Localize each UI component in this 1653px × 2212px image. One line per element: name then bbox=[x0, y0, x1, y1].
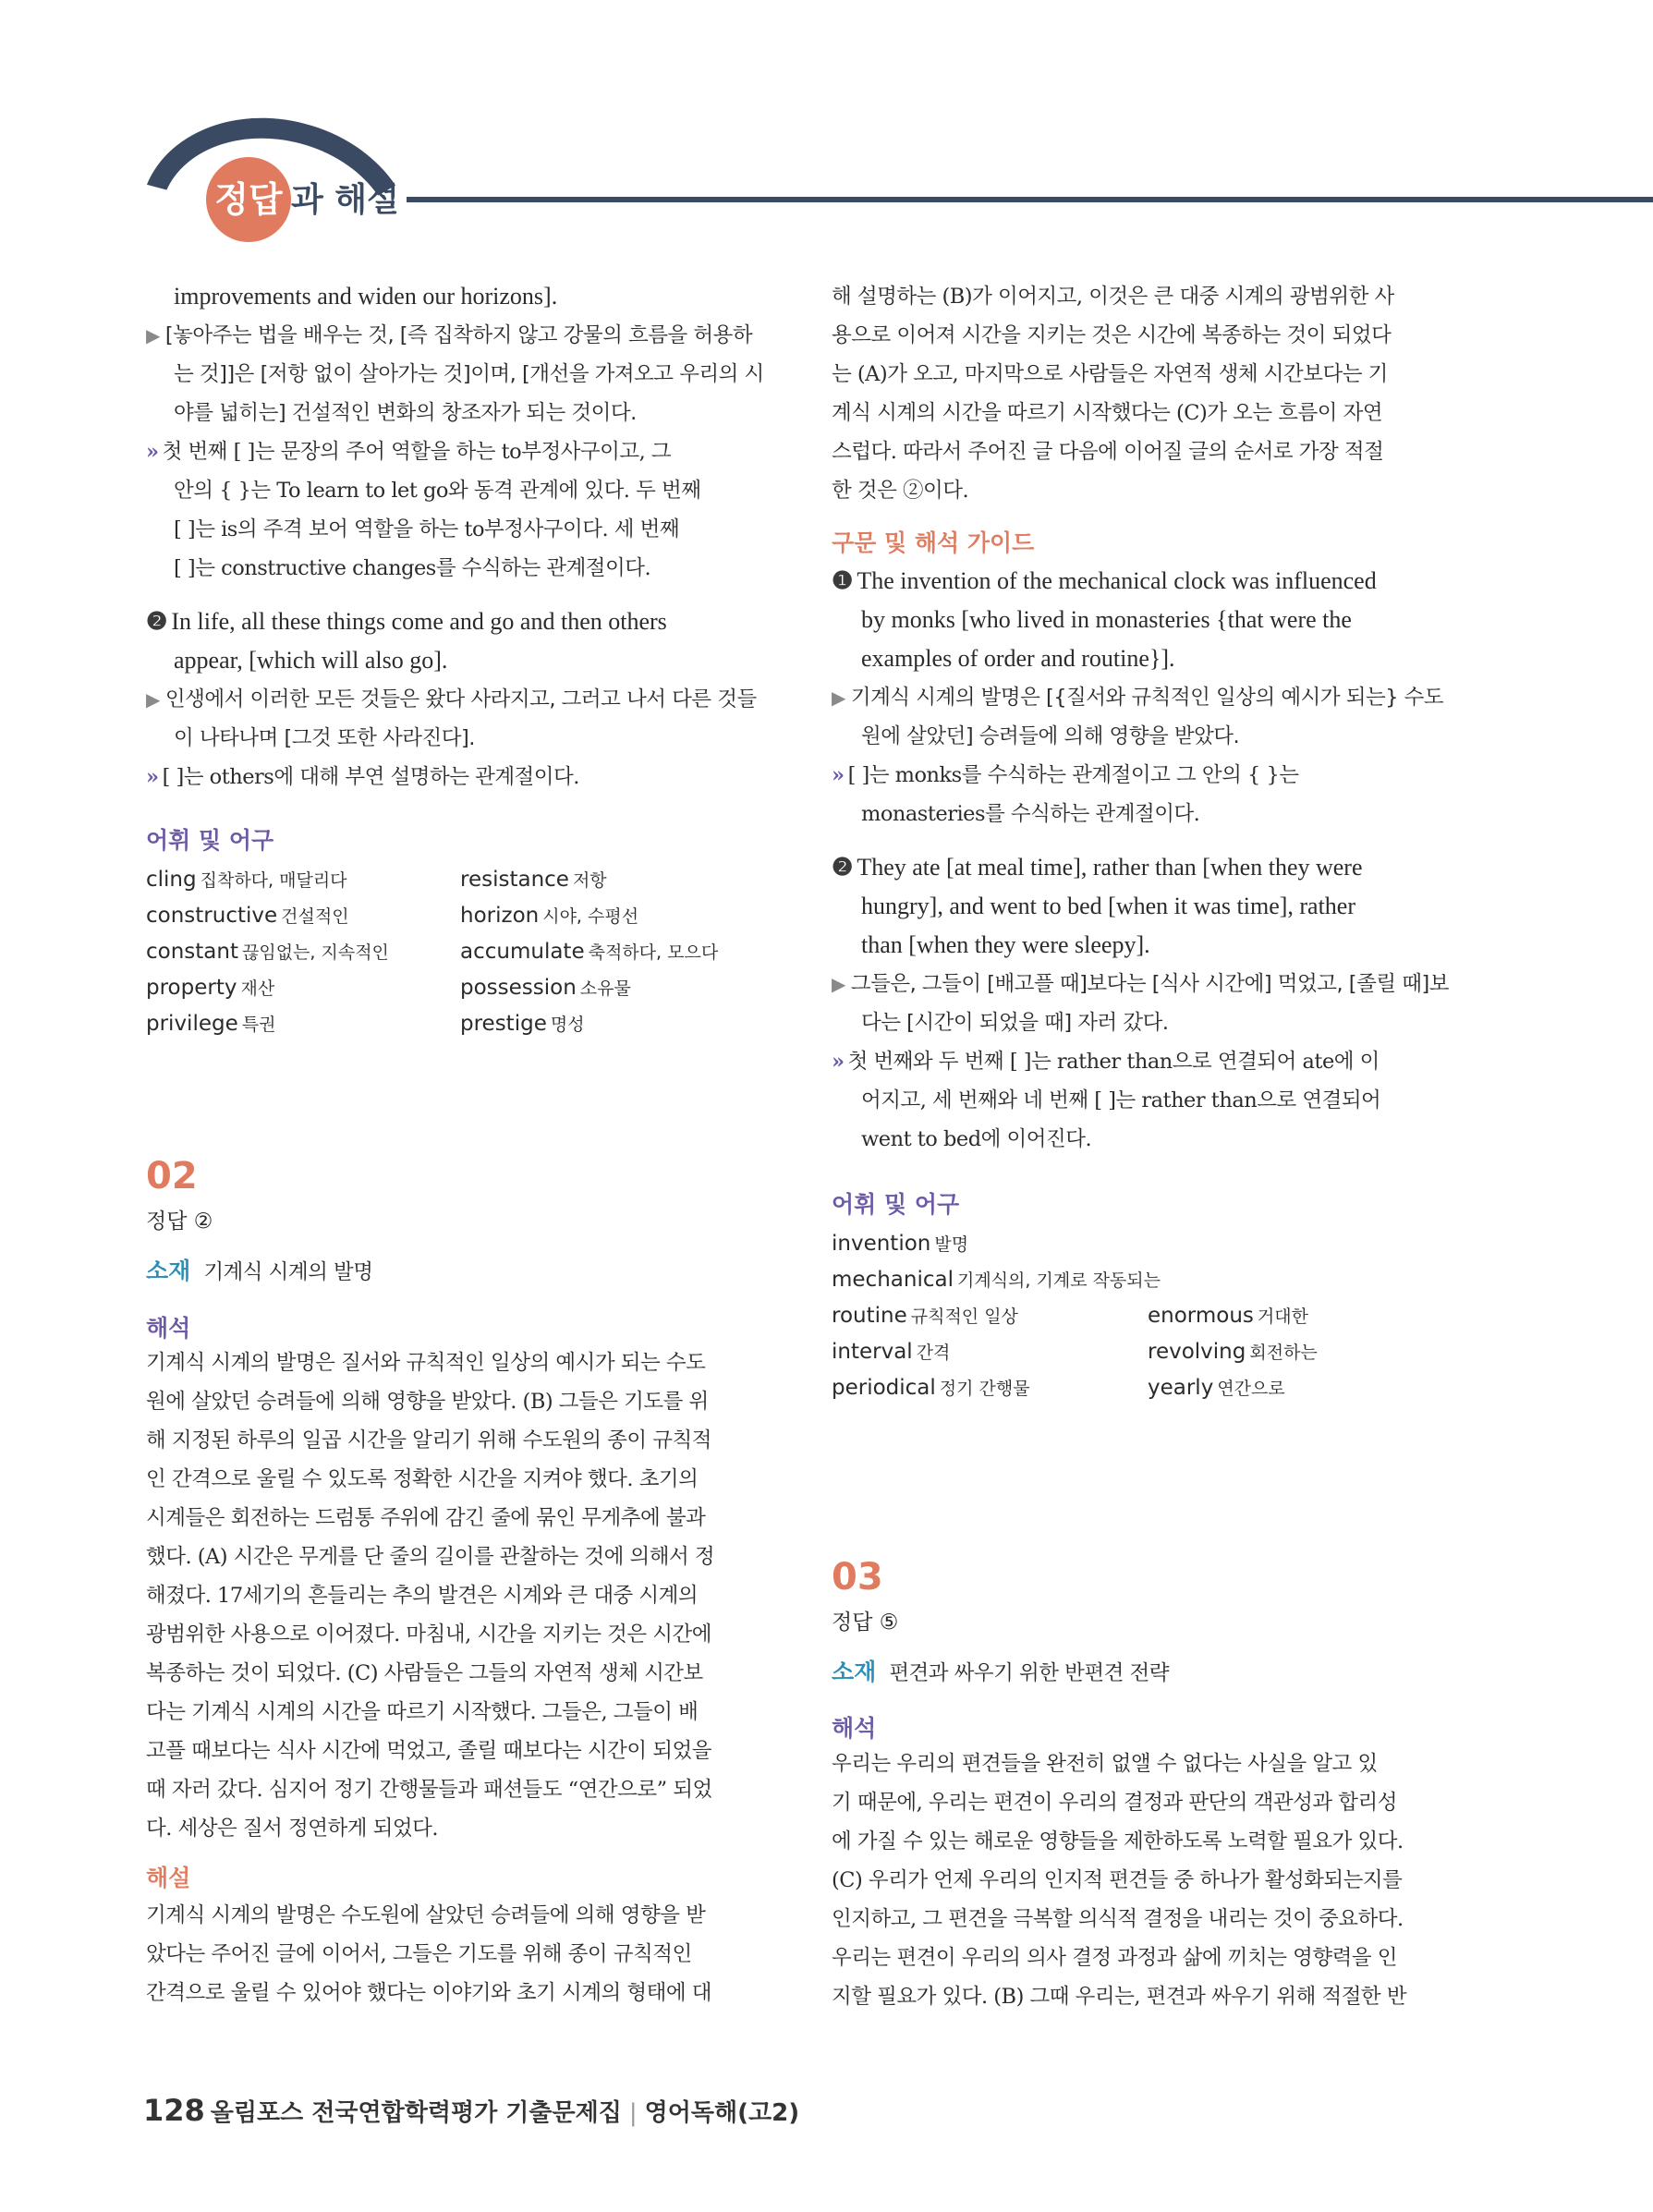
vocab-en: privilege bbox=[146, 1012, 238, 1036]
text-line: 원에 살았던 승려들에 의해 영향을 받았다. (B) 그들은 기도를 위 bbox=[146, 1390, 709, 1414]
text-line: 원에 살았던] 승려들에 의해 영향을 받았다. bbox=[861, 724, 1240, 748]
vocab-en: prestige bbox=[460, 1012, 547, 1036]
double-arrow-icon: » bbox=[832, 1050, 845, 1074]
vocab-en: constructive bbox=[146, 904, 278, 928]
text-line: 광범위한 사용으로 이어졌다. 마침내, 시간을 지키는 것은 시간에 bbox=[146, 1623, 711, 1647]
vocab-list-left bbox=[146, 867, 389, 1047]
vocab-item bbox=[146, 1011, 389, 1047]
vocab-en: interval bbox=[832, 1340, 913, 1364]
topic-line bbox=[832, 1654, 1169, 1687]
header-badge bbox=[206, 157, 291, 242]
text-line: 계식 시계의 시간을 따르기 시작했다는 (C)가 오는 흐름이 자연 bbox=[832, 401, 1383, 425]
text-line: 안의 { }는 To learn to let go와 동격 관계에 있다. 두 번째 bbox=[174, 479, 701, 503]
vocab-en: enormous bbox=[1148, 1304, 1254, 1328]
right-column bbox=[832, 277, 1469, 510]
text-line: hungry], and went to bed [when it was time], rather bbox=[861, 893, 1356, 919]
vocab-en: routine bbox=[832, 1304, 907, 1328]
text-line: went to bed에 이어진다. bbox=[861, 1127, 1092, 1151]
number-2-icon: ❷ bbox=[146, 608, 168, 635]
text-line: 했다. (A) 시간은 무게를 단 줄의 길이를 관찰하는 것에 의해서 정 bbox=[146, 1545, 715, 1569]
vocab-list-right-2 bbox=[1148, 1303, 1318, 1411]
text-line: [놓아주는 법을 배우는 것, [즉 집착하지 않고 강물의 흐름을 허용하 bbox=[164, 323, 753, 347]
vocab-kr: 회전하는 bbox=[1249, 1343, 1318, 1363]
number-1-icon: ❶ bbox=[832, 567, 854, 594]
vocab-en: constant bbox=[146, 940, 238, 964]
vocab-item bbox=[832, 1231, 1161, 1267]
translation-block bbox=[146, 1343, 784, 1848]
answer-text: 정답 ⑤ bbox=[832, 1610, 899, 1635]
text-line: [ ]는 constructive changes를 수식하는 관계절이다. bbox=[174, 556, 651, 580]
topic-text: 기계식 시계의 발명 bbox=[203, 1260, 373, 1284]
text-line: examples of order and routine}]. bbox=[861, 645, 1175, 672]
vocab-kr: 발명 bbox=[934, 1234, 969, 1255]
text-line: 우리는 우리의 편견들을 완전히 없앨 수 없다는 사실을 알고 있 bbox=[832, 1752, 1378, 1776]
text-line: 야를 넓히는] 건설적인 변화의 창조자가 되는 것이다. bbox=[174, 401, 637, 425]
vocab-en: periodical bbox=[832, 1376, 936, 1400]
left-column bbox=[146, 277, 784, 796]
text-line: 첫 번째 [ ]는 문장의 주어 역할을 하는 to부정사구이고, 그 bbox=[162, 440, 672, 464]
vocab-en: revolving bbox=[1148, 1340, 1246, 1364]
vocab-item bbox=[460, 903, 718, 939]
text-line: 간격으로 울릴 수 있어야 했다는 이야기와 초기 시계의 형태에 대 bbox=[146, 1981, 711, 2005]
text-line: 스럽다. 따라서 주어진 글 다음에 이어질 글의 순서로 가장 적절 bbox=[832, 440, 1384, 464]
topic-label: 소재 bbox=[832, 1659, 877, 1685]
header-badge-text: 정답 bbox=[214, 179, 283, 220]
text-line: 해졌다. 17세기의 흔들리는 추의 발견은 시계와 큰 대중 시계의 bbox=[146, 1584, 699, 1608]
text-line: 다는 [시간이 되었을 때] 자러 갔다. bbox=[861, 1011, 1169, 1035]
book-title: 올림포스 전국연합학력평가 기출문제집 bbox=[210, 2099, 622, 2127]
text-line: 기계식 시계의 발명은 [{질서와 규칙적인 일상의 예시가 되는} 수도 bbox=[850, 686, 1444, 710]
vocab-item bbox=[832, 1375, 1030, 1411]
text-line: 이 나타나며 [그것 또한 사라진다]. bbox=[174, 726, 475, 750]
text-line: than [when they were sleepy]. bbox=[861, 931, 1150, 958]
vocab-kr: 끊임없는, 지속적인 bbox=[242, 942, 389, 963]
vocab-item bbox=[832, 1303, 1030, 1339]
answer-text: 정답 ② bbox=[146, 1209, 213, 1234]
vocab-list-right-full bbox=[832, 1231, 1161, 1303]
text-line: In life, all these things come and go and then others bbox=[171, 608, 667, 635]
vocab-item bbox=[146, 867, 389, 903]
vocab-kr: 시야, 수평선 bbox=[542, 906, 639, 927]
text-line: appear, [which will also go]. bbox=[174, 647, 448, 674]
text-line: 복종하는 것이 되었다. (C) 사람들은 그들의 자연적 생체 시간보 bbox=[146, 1661, 703, 1685]
vocab-kr: 저항 bbox=[572, 870, 607, 891]
text-line: 그들은, 그들이 [배고플 때]보다는 [식사 시간에] 먹었고, [졸릴 때]보 bbox=[850, 972, 1449, 996]
vocab-kr: 재산 bbox=[240, 978, 275, 999]
vocab-kr: 축적하다, 모으다 bbox=[588, 942, 719, 963]
vocab-kr: 명성 bbox=[550, 1015, 585, 1035]
double-arrow-icon: » bbox=[146, 440, 159, 464]
vocab-item bbox=[146, 903, 389, 939]
text-line: 인지하고, 그 편견을 극복할 의식적 결정을 내리는 것이 중요하다. bbox=[832, 1907, 1404, 1931]
text-line: 기계식 시계의 발명은 수도원에 살았던 승려들에 의해 영향을 받 bbox=[146, 1903, 706, 1927]
vocab-item bbox=[1148, 1303, 1318, 1339]
vocab-item bbox=[832, 1267, 1161, 1303]
footer-separator: | bbox=[628, 2099, 638, 2127]
translation-heading: 해석 bbox=[146, 1315, 191, 1342]
translation-block bbox=[832, 1744, 1469, 2016]
text-line: (C) 우리가 언제 우리의 인지적 편견들 중 하나가 활성화되는지를 bbox=[832, 1868, 1403, 1892]
double-arrow-icon: » bbox=[832, 763, 845, 787]
text-line: [ ]는 is의 주격 보어 역할을 하는 to부정사구이다. 세 번째 bbox=[174, 517, 680, 541]
vocab-kr: 간격 bbox=[916, 1343, 951, 1363]
translation-heading: 해석 bbox=[832, 1715, 877, 1742]
vocab-en: cling bbox=[146, 868, 197, 892]
text-line: 는 (A)가 오고, 마지막으로 사람들은 자연적 생체 시간보다는 기 bbox=[832, 362, 1388, 386]
text-line: 았다는 주어진 글에 이어서, 그들은 기도를 위해 종이 규칙적인 bbox=[146, 1942, 692, 1966]
text-line: by monks [who lived in monasteries {that were the bbox=[861, 606, 1352, 633]
vocab-item bbox=[146, 939, 389, 975]
vocab-item bbox=[460, 975, 718, 1011]
vocab-en: yearly bbox=[1148, 1376, 1214, 1400]
question-number: 03 bbox=[832, 1556, 883, 1598]
vocab-kr: 특권 bbox=[241, 1015, 276, 1035]
vocab-item bbox=[460, 1011, 718, 1047]
text-line: They ate [at meal time], rather than [when they were bbox=[857, 854, 1363, 881]
topic-text: 편견과 싸우기 위한 반편견 전략 bbox=[889, 1661, 1169, 1685]
text-line: 한 것은 ②이다. bbox=[832, 479, 969, 503]
double-arrow-icon: » bbox=[146, 765, 159, 789]
vocab-kr: 기계식의, 기계로 작동되는 bbox=[956, 1270, 1161, 1291]
text-line: improvements and widen our horizons]. bbox=[174, 283, 558, 310]
vocab-list-right bbox=[832, 1303, 1030, 1411]
header-title: 과 해설 bbox=[291, 181, 399, 219]
triangle-icon: ▶ bbox=[832, 973, 845, 995]
vocab-item bbox=[1148, 1375, 1318, 1411]
text-line: 는 것]]은 [저항 없이 살아가는 것]이며, [개선을 가져오고 우리의 시 bbox=[174, 362, 764, 386]
vocab-kr: 소유물 bbox=[579, 978, 631, 999]
text-line: 용으로 이어져 시간을 지키는 것은 시간에 복종하는 것이 되었다 bbox=[832, 323, 1392, 347]
text-line: monasteries를 수식하는 관계절이다. bbox=[861, 802, 1200, 826]
text-line: 시계들은 회전하는 드럼통 주위에 감긴 줄에 묶인 무게추에 불과 bbox=[146, 1506, 706, 1530]
text-line: [ ]는 others에 대해 부연 설명하는 관계절이다. bbox=[162, 765, 579, 789]
vocab-kr: 집착하다, 매달리다 bbox=[200, 870, 347, 891]
guide-block bbox=[832, 562, 1469, 1159]
text-line: 에 가질 수 있는 해로운 영향들을 제한하도록 노력할 필요가 있다. bbox=[832, 1829, 1404, 1853]
subject-title: 영어독해(고2) bbox=[644, 2099, 800, 2127]
text-line: 첫 번째와 두 번째 [ ]는 rather than으로 연결되어 ate에 이 bbox=[847, 1050, 1380, 1074]
text-line: The invention of the mechanical clock was influenced bbox=[857, 567, 1377, 594]
question-number: 02 bbox=[146, 1155, 198, 1197]
vocab-kr: 정기 간행물 bbox=[939, 1379, 1030, 1399]
topic-label: 소재 bbox=[146, 1258, 191, 1284]
header-rule bbox=[407, 197, 1653, 202]
vocab-en: horizon bbox=[460, 904, 540, 928]
vocab-heading: 어휘 및 어구 bbox=[146, 827, 274, 854]
vocab-en: invention bbox=[832, 1232, 931, 1256]
vocab-list-left-2 bbox=[460, 867, 718, 1047]
page-footer bbox=[143, 2093, 799, 2128]
text-line: 우리는 편견이 우리의 의사 결정 과정과 삶에 끼치는 영향력을 인 bbox=[832, 1946, 1397, 1970]
vocab-item bbox=[146, 975, 389, 1011]
vocab-en: property bbox=[146, 976, 237, 1000]
vocab-en: resistance bbox=[460, 868, 569, 892]
page-number: 128 bbox=[143, 2093, 205, 2128]
triangle-icon: ▶ bbox=[146, 324, 160, 346]
vocab-kr: 규칙적인 일상 bbox=[910, 1307, 1018, 1327]
vocab-en: mechanical bbox=[832, 1268, 954, 1292]
text-line: 기계식 시계의 발명은 질서와 규칙적인 일상의 예시가 되는 수도 bbox=[146, 1351, 706, 1375]
triangle-icon: ▶ bbox=[832, 687, 845, 709]
number-2-icon: ❷ bbox=[832, 854, 854, 881]
vocab-heading: 어휘 및 어구 bbox=[832, 1191, 960, 1218]
text-line: 기 때문에, 우리는 편견이 우리의 결정과 판단의 객관성과 합리성 bbox=[832, 1791, 1397, 1815]
text-line: 다는 기계식 시계의 시간을 따르기 시작했다. 그들은, 그들이 배 bbox=[146, 1700, 699, 1724]
vocab-item bbox=[460, 867, 718, 903]
vocab-item bbox=[460, 939, 718, 975]
text-line: 해 설명하는 (B)가 이어지고, 이것은 큰 대중 시계의 광범위한 사 bbox=[832, 285, 1394, 309]
vocab-en: accumulate bbox=[460, 940, 585, 964]
text-line: 해 지정된 하루의 일곱 시간을 알리기 위해 수도원의 종이 규칙적 bbox=[146, 1428, 711, 1452]
vocab-item bbox=[1148, 1339, 1318, 1375]
explanation-block bbox=[146, 1896, 784, 2012]
text-line: [ ]는 monks를 수식하는 관계절이고 그 안의 { }는 bbox=[847, 763, 1299, 787]
text-line: 인 간격으로 울릴 수 있도록 정확한 시간을 지켜야 했다. 초기의 bbox=[146, 1467, 699, 1491]
text-line: 때 자러 갔다. 심지어 정기 간행물들과 패션들도 “연간으로” 되었 bbox=[146, 1778, 712, 1802]
vocab-kr: 건설적인 bbox=[281, 906, 349, 927]
vocab-en: possession bbox=[460, 976, 577, 1000]
explanation-heading: 해설 bbox=[146, 1865, 191, 1891]
text-line: 지할 필요가 있다. (B) 그때 우리는, 편견과 싸우기 위해 적절한 반 bbox=[832, 1985, 1407, 2009]
vocab-kr: 연간으로 bbox=[1217, 1379, 1285, 1399]
guide-heading: 구문 및 해석 가이드 bbox=[832, 529, 1035, 556]
vocab-kr: 거대한 bbox=[1257, 1307, 1308, 1327]
topic-line bbox=[146, 1253, 373, 1286]
text-line: 어지고, 세 번째와 네 번째 [ ]는 rather than으로 연결되어 bbox=[861, 1088, 1381, 1112]
triangle-icon: ▶ bbox=[146, 688, 160, 711]
text-line: 인생에서 이러한 모든 것들은 왔다 사라지고, 그러고 나서 다른 것들 bbox=[164, 687, 757, 711]
vocab-item bbox=[832, 1339, 1030, 1375]
text-line: 고플 때보다는 식사 시간에 먹었고, 졸릴 때보다는 시간이 되었을 bbox=[146, 1739, 711, 1763]
text-line: 다. 세상은 질서 정연하게 되었다. bbox=[146, 1817, 438, 1841]
